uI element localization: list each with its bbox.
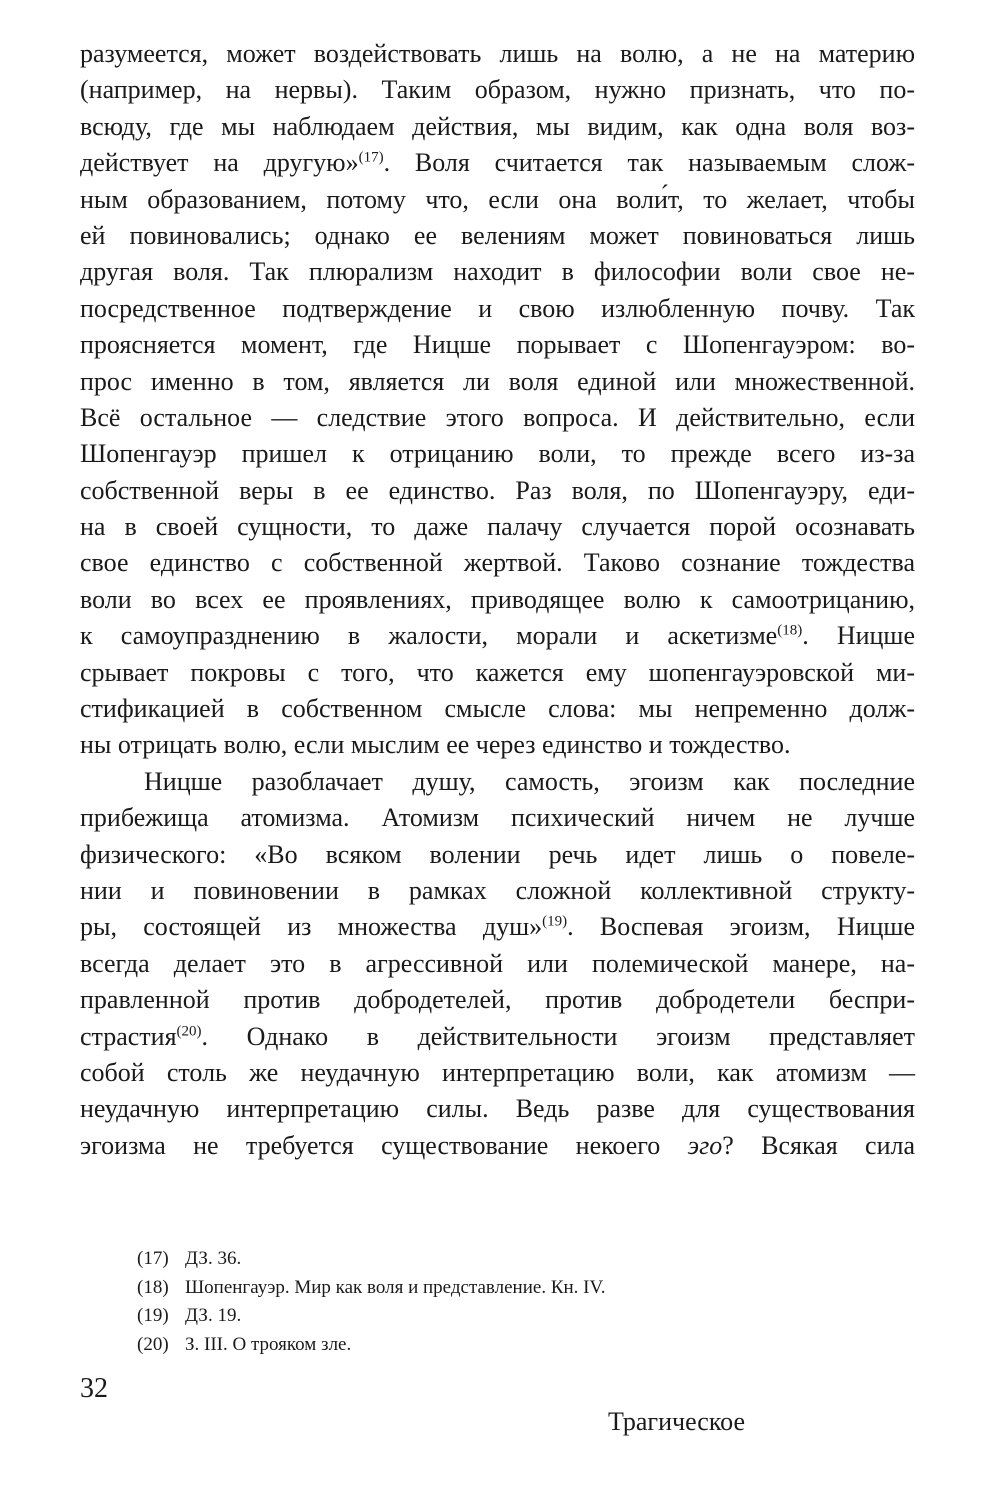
paragraph-first-line: Ницше разоблачает душу, самость, эгоизм как последние: [144, 766, 915, 796]
running-footer: Трагическое: [608, 1407, 745, 1436]
footnote-number: (19): [137, 1305, 169, 1326]
text-line: нии и повиновении в рамках сложной коллективной структу-: [80, 875, 915, 905]
text-segment: . Ницше: [802, 621, 915, 651]
text-line: всегда делает это в агрессивной или полемической манере, на-: [80, 948, 915, 978]
footnote-ref: (17): [358, 149, 384, 166]
text-line: (например, на нервы). Таким образом, нужно признать, что по-: [80, 75, 915, 105]
text-line: посредственное подтверждение и свою излюбленную почву. Так: [80, 293, 915, 323]
text-line: Шопенгауэр пришел к отрицанию воли, то прежде всего из-за: [80, 439, 915, 469]
footnote-text: ДЗ. 19.: [185, 1305, 242, 1326]
text-segment: . Воля считается так называемым слож-: [383, 148, 915, 178]
text-line: прибежища атомизма. Атомизм психический ничем не лучше: [80, 803, 915, 833]
footnote-number: (17): [137, 1248, 169, 1269]
text-line: физического: «Во всяком волении речь идет лишь о повеле-: [80, 839, 915, 869]
italic-term: эго: [687, 1130, 723, 1160]
footnote-number: (18): [137, 1276, 169, 1298]
footnote-ref: (19): [542, 913, 568, 930]
footnote-text: Шопенгауэр. Мир как воля и представление. Кн. IV.: [185, 1276, 606, 1298]
text-line: [80, 1019, 915, 1055]
text-line: другая воля. Так плюрализм находит в философии воли свое не-: [80, 257, 915, 287]
text-segment: . Однако в действительности эгоизм представляет: [201, 1021, 915, 1051]
footnote-number: (20): [137, 1333, 169, 1355]
text-line: Всё остальное — следствие этого вопроса. И действительно, если: [80, 402, 915, 432]
text-line: правленной против добродетелей, против добродетели беспри-: [80, 985, 915, 1015]
text-line: [80, 909, 915, 945]
text-segment: действует на другую»: [80, 148, 359, 178]
footnote: [137, 1274, 837, 1303]
text-line: воли во всех ее проявлениях, приводящее волю к самоотрицанию,: [80, 584, 915, 614]
text-line: проясняется момент, где Ницше порывает с Шопенгауэром: во-: [80, 330, 915, 360]
footnote-ref: (18): [777, 622, 803, 639]
text-segment: эгоизма не требуется существование некоего: [80, 1130, 688, 1160]
text-segment: к самоупразднению в жалости, морали и аскетизме: [80, 621, 778, 651]
footnote-text: З. III. О трояком зле.: [185, 1333, 352, 1355]
footnote-ref: (20): [176, 1022, 202, 1039]
text-line: свое единство с собственной жертвой. Таково сознание тождества: [80, 548, 915, 578]
text-line: [80, 145, 915, 181]
text-segment: страстия: [80, 1021, 177, 1051]
text-line: разумеется, может воздействовать лишь на волю, а не на материю: [80, 39, 915, 68]
text-line: собой столь же неудачную интерпретацию воли, как атомизм —: [80, 1057, 915, 1087]
text-line: срывает покровы с того, что кажется ему шопенгауэровской ми-: [80, 657, 915, 687]
text-segment: . Воспевая эгоизм, Ницше: [567, 912, 915, 942]
body-text: [80, 36, 915, 1164]
text-line: ным образованием, потому что, если она воли́т, то желает, чтобы: [80, 184, 915, 214]
text-line: ны отрицать волю, если мыслим ее через единство и тождество.: [80, 730, 791, 760]
text-line: ей повиновались; однако ее велениям может повиноваться лишь: [80, 220, 915, 250]
text-line: всюду, где мы наблюдаем действия, мы видим, как одна воля воз-: [80, 111, 915, 141]
footnote: [137, 1331, 837, 1360]
footnote: [137, 1245, 837, 1274]
footnote-text: ДЗ. 36.: [185, 1248, 242, 1269]
footnotes: [137, 1245, 837, 1359]
page-number: 32: [80, 1373, 108, 1404]
text-line: [80, 1128, 915, 1164]
text-line: прос именно в том, является ли воля единой или множественной.: [80, 366, 915, 396]
text-segment: ? Всякая сила: [722, 1130, 915, 1160]
text-line: неудачную интерпретацию силы. Ведь разве для существования: [80, 1094, 915, 1124]
text-line: [80, 618, 915, 654]
text-line: на в своей сущности, то даже палачу случается порой осознавать: [80, 512, 915, 542]
footnote: [137, 1302, 837, 1331]
text-line: стификацией в собственном смысле слова: мы непременно долж-: [80, 694, 915, 724]
text-segment: ры, состоящей из множества душ»: [80, 912, 543, 942]
text-line: собственной веры в ее единство. Раз воля, по Шопенгауэру, еди-: [80, 475, 915, 505]
